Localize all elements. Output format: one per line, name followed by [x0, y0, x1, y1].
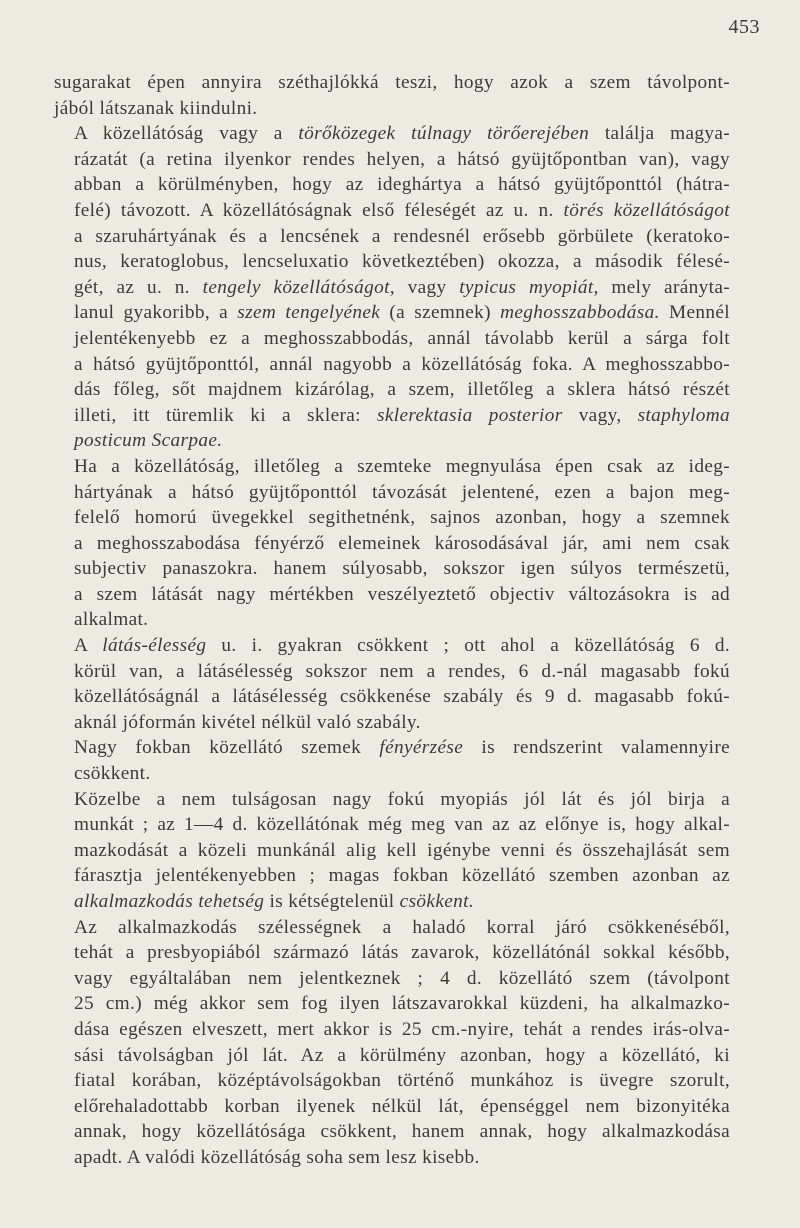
italic-term: látás-élesség — [102, 635, 207, 657]
text-line — [54, 198, 730, 224]
text-run: tehát a presbyopiából származó látás zavarok, közellátónál sokkal később, — [74, 942, 730, 964]
text-line — [54, 1119, 730, 1145]
text-line — [54, 863, 730, 889]
text-run: 25 cm.) még akkor sem fog ilyen látszavarokkal küzdeni, ha alkalmazko- — [74, 993, 730, 1015]
italic-term: staphyloma — [637, 404, 731, 426]
text-line — [54, 275, 730, 301]
text-run: sugarakat épen annyira széthajlókká teszi, hogy azok a szem távolpont- — [54, 72, 730, 93]
text-line — [54, 147, 730, 173]
text-line — [54, 454, 730, 480]
text-run: is kétségtelenül — [264, 891, 400, 912]
text-run: a hátsó gyüjtőponttól, annál nagyobb a közellátóság foka. A meghosszabbo- — [74, 353, 730, 375]
text-run: alkalmat. — [74, 609, 149, 631]
text-run: gét, az u. n. — [74, 276, 203, 298]
text-line — [54, 224, 730, 250]
paragraph — [54, 633, 730, 735]
text-run: aknál jóformán kivétel nélkül való szabály. — [74, 711, 421, 733]
italic-term: fényérzése — [379, 737, 464, 759]
text-run: körül van, a látásélesség sokszor nem a rendes, 6 d.-nál magasabb fokú — [74, 660, 730, 682]
text-line — [54, 991, 730, 1017]
text-run: (a szemnek) — [380, 302, 501, 324]
text-run: is rendszerint valamennyire — [463, 737, 731, 759]
text-line — [54, 172, 730, 198]
text-line — [54, 582, 730, 608]
text-run: Nagy fokban közellátó szemek — [74, 737, 380, 759]
text-run: a szaruhártyának és a lencsének a rendesnél erősebb görbülete (keratoko- — [74, 225, 730, 247]
text-run: felé) távozott. A közellátóságnak első féleségét az u. n. — [74, 199, 564, 221]
text-run: találja magya- — [589, 123, 731, 145]
paragraph — [54, 70, 730, 121]
text-run: mely arányta- — [598, 276, 730, 298]
text-line — [54, 403, 730, 429]
text-line — [54, 684, 730, 710]
text-run: abban a körülményben, hogy az ideghártya a hátsó gyüjtőponttól (hátra- — [74, 174, 730, 196]
italic-term: törőközegek túlnagy törőerejében — [298, 123, 590, 145]
text-line — [54, 1094, 730, 1120]
text-line — [54, 556, 730, 582]
italic-term: csökkent. — [399, 891, 475, 912]
text-line — [54, 966, 730, 992]
text-line — [54, 889, 730, 915]
text-run: a szem látását nagy mértékben veszélyeztető objectiv változásokra is ad — [74, 583, 730, 605]
text-line — [54, 940, 730, 966]
text-line — [54, 377, 730, 403]
text-run: Az alkalmazkodás szélességnek a haladó korral járó csökkenéséből, — [74, 916, 730, 938]
italic-term: sklerektasia posterior — [377, 404, 563, 426]
text-line — [54, 249, 730, 275]
text-line — [54, 480, 730, 506]
italic-term: törés közellátóságot — [563, 199, 730, 221]
text-run: illeti, itt türemlik ki a sklera: — [74, 404, 378, 426]
italic-term: posticum Scarpae. — [74, 430, 223, 452]
text-line — [54, 838, 730, 864]
text-line — [54, 915, 730, 941]
text-run: dás főleg, sőt majdnem kizárólag, a szem, illetőleg a sklera hátsó részét — [74, 379, 730, 401]
paragraph — [54, 915, 730, 1171]
text-run: rázatát (a retina ilyenkor rendes helyen, a hátsó gyüjtőpontban van), vagy — [74, 148, 730, 170]
text-run: hártyának a hátsó gyüjtőponttól távozását jelentené, ezen a bajon meg- — [74, 481, 730, 503]
text-run: fárasztja jelentékenyebben ; magas fokban közellátó szemben azonban az — [74, 865, 730, 887]
italic-term: szem tengelyének — [237, 302, 381, 324]
text-run: A közellátóság vagy a — [74, 123, 299, 145]
paragraph — [54, 735, 730, 786]
text-line — [54, 761, 730, 787]
text-run: előrehaladottabb korban ilyenek nélkül lát, épenséggel nem bizonyitéka — [74, 1095, 730, 1117]
text-run: dása egészen elveszett, mert akkor is 25 cm.-nyire, tehát a rendes irás-olva- — [74, 1018, 730, 1040]
text-line — [54, 1068, 730, 1094]
text-run: jelentékenyebb ez a meghosszabbodás, annál távolabb kerül a sárga folt — [74, 327, 730, 349]
text-line — [54, 96, 730, 122]
text-run: apadt. A valódi közellátóság soha sem lesz kisebb. — [74, 1146, 480, 1168]
text-run: vagy egyáltalában nem jelentkeznek ; 4 d. közellátó szem (távolpont — [74, 967, 730, 989]
paragraph — [54, 787, 730, 915]
text-line — [54, 352, 730, 378]
text-line — [54, 505, 730, 531]
text-line — [54, 300, 730, 326]
text-run: Mennél — [659, 302, 730, 324]
text-run: vagy — [394, 276, 460, 298]
italic-term: typicus myopiát, — [459, 276, 599, 298]
italic-term: tengely közellátóságot, — [202, 276, 395, 298]
page-number: 453 — [728, 16, 760, 38]
text-run: sási távolságban jól lát. Az a körülmény azonban, hogy a közellátó, ki — [74, 1044, 730, 1066]
text-line — [54, 70, 730, 96]
italic-term: alkalmazkodás tehetség — [74, 891, 265, 912]
italic-term: meghosszabbodása. — [500, 302, 660, 324]
text-line — [54, 326, 730, 352]
text-run: mazkodását a közeli munkánál alig kell igénybe venni és összehajlását sem — [74, 839, 730, 861]
text-line — [54, 787, 730, 813]
text-run: munkát ; az 1—4 d. közellátónak még meg van az az előnye is, hogy alkal- — [74, 814, 730, 836]
text-line — [54, 1145, 730, 1171]
text-run: subjectiv panaszokra. hanem súlyosabb, sokszor igen súlyos természetü, — [74, 558, 730, 580]
text-run: u. i. gyakran csökkent ; ott ahol a közellátóság 6 d. — [206, 635, 730, 657]
text-run: felelő homorú üvegekkel segithetnénk, sajnos azonban, hogy a szemnek — [74, 507, 730, 529]
body-text — [54, 70, 730, 1171]
text-run: A — [74, 635, 103, 657]
text-line — [54, 710, 730, 736]
text-run: közellátóságnál a látásélesség csökkenése szabály és 9 d. magasabb fokú- — [74, 686, 730, 708]
text-line — [54, 1017, 730, 1043]
text-run: a meghosszabodása fényérző elemeinek károsodásával jár, ami nem csak — [74, 532, 730, 554]
text-run: annak, hogy közellátósága csökkent, hanem annak, hogy alkalmazkodása — [74, 1121, 730, 1143]
text-line — [54, 531, 730, 557]
text-line — [54, 1043, 730, 1069]
paragraph — [54, 121, 730, 454]
text-run: Ha a közellátóság, illetőleg a szemteke megnyulása épen csak az ideg- — [74, 455, 730, 477]
text-line — [54, 428, 730, 454]
text-run: vagy, — [562, 404, 638, 426]
text-run: jából látszanak kiindulni. — [54, 97, 258, 119]
text-line — [54, 659, 730, 685]
text-line — [54, 735, 730, 761]
text-run: lanul gyakoribb, a — [74, 302, 238, 324]
text-line — [54, 633, 730, 659]
text-run: fiatal korában, középtávolságokban történő munkához is üvegre szorult, — [74, 1070, 730, 1092]
text-run: nus, keratoglobus, lencseluxatio következtében) okozza, a második félesé- — [74, 251, 730, 273]
text-line — [54, 121, 730, 147]
text-line — [54, 607, 730, 633]
text-run: Közelbe a nem tulságosan nagy fokú myopiás jól lát és jól birja a — [74, 788, 730, 810]
text-line — [54, 812, 730, 838]
text-run: csökkent. — [74, 763, 151, 785]
paragraph — [54, 454, 730, 633]
